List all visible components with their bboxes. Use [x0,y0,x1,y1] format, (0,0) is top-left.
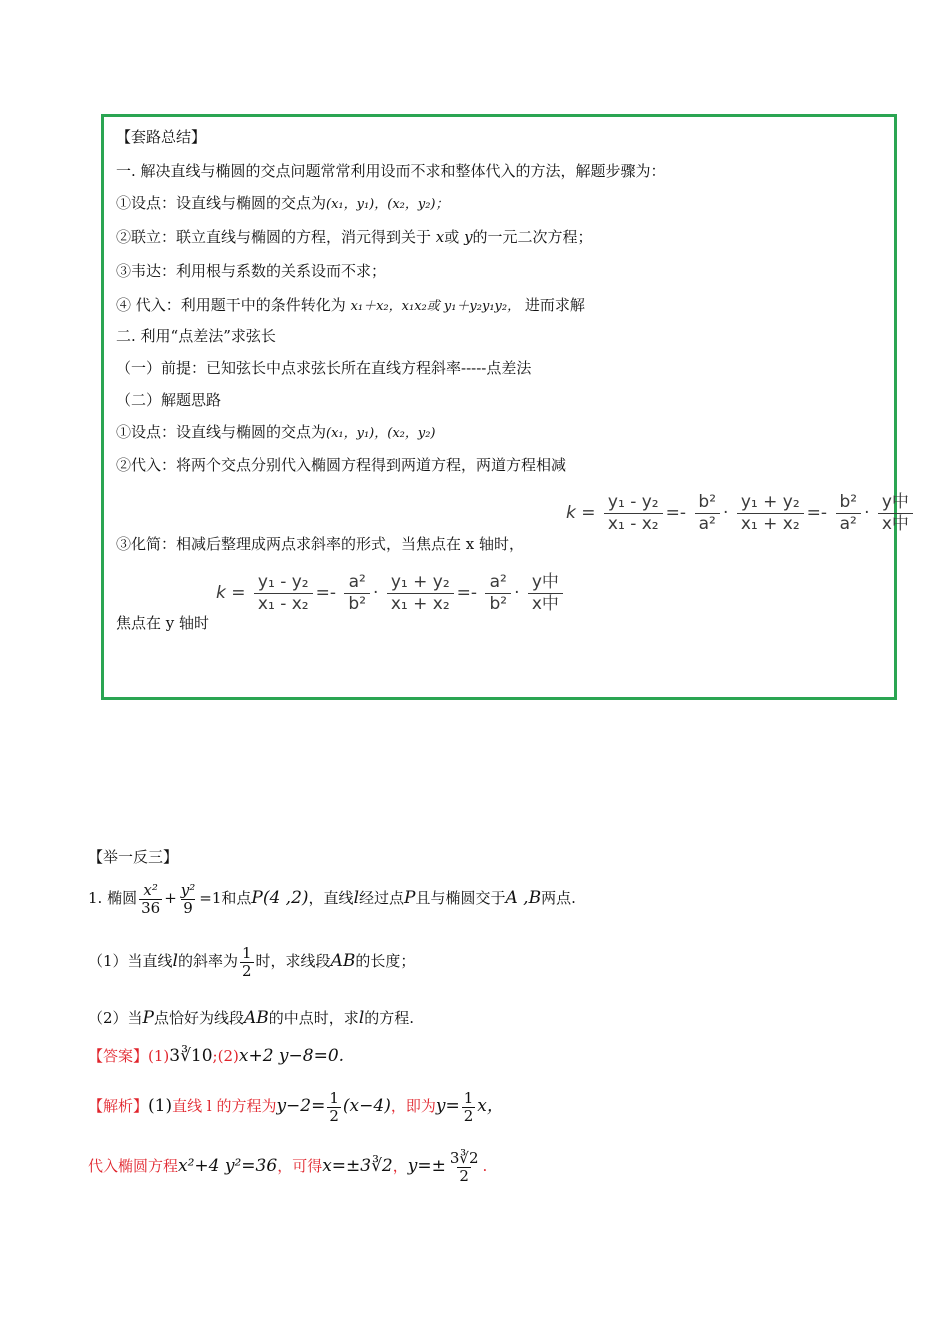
solution-line-2: 代入椭圆方程x²+4 y²=36，可得x=±3∛2，y=± $\frac{3∛2}{2}$ . [88,1149,488,1185]
summary-title: 【套路总结】 [116,128,207,146]
formula-x-frac-1: $\frac{\text{y₁ - y₂}}{\text{x₁ - x₂}}$ [604,492,663,534]
formula-y-frac-1: $\frac{\text{y₁ - y₂}}{\text{x₁ - x₂}}$ [254,572,313,614]
summary-line-3-suffix: 的一元二次方程； [472,228,593,246]
summary-line-9 [116,421,436,442]
summary-line-8: （二）解题思路 [116,391,222,409]
summary-line-12: 焦点在 y 轴时 [116,614,210,632]
slope-formula-x-axis: k = $\frac{\text{y₁ - y₂}}{\text{x₁ - x₂}}$ =- $\frac{\text{b²}}{\text{a²}}$ · $\frac{\text{y₁ + y₂}}{\text{x₁ + x₂}}$ =- $\frac{\text{b²}}{\text{a²}}$ · $\frac{\text{y中}}{\text{x中}}$ [566,492,916,534]
summary-line-5-expr: x₁＋x₂，x₁x₂或 y₁＋y₂y₁y₂， [350,299,521,314]
formula-y-frac-2: $\frac{\text{a²}}{\text{b²}}$ [344,572,370,614]
summary-line-10: ②代入：将两个交点分别代入椭圆方程得到两道方程，两道方程相减 [116,456,567,474]
summary-line-3 [116,226,593,247]
summary-line-3-prefix: ②联立：联立直线与椭圆的方程，消元得到关于 [116,228,432,246]
question-1: 1. 椭圆 $\frac{\text{x²}}{36}$ + $\frac{\text{y²}}{9}$ =1和点P(4 ,2)，直线l经过点P且与椭圆交于A ,B两点. [88,881,576,917]
summary-line-3-x: x [435,228,445,246]
formula-x-frac-5: $\frac{\text{y中}}{\text{x中}}$ [878,492,913,534]
summary-line-5-prefix: ④ 代入：利用题干中的条件转化为 [116,296,346,314]
summary-line-2-text: ①设点：设直线与椭圆的交点为 [116,194,327,212]
summary-line-9-text: ①设点：设直线与椭圆的交点为 [116,423,327,441]
summary-line-6: 二. 利用“点差法”求弦长 [116,327,276,345]
summary-line-7: （一）前提：已知弦长中点求弦长所在直线方程斜率-----点差法 [116,359,532,377]
formula-x-frac-3: $\frac{\text{y₁ + y₂}}{\text{x₁ + x₂}}$ [737,492,804,534]
summary-line-2 [116,192,449,213]
answer-line: 【答案】(1)3∛10;(2)x+2 y−8=0. [88,1046,345,1066]
summary-line-3-y: y [464,228,473,246]
summary-line-2-points: (x₁，y₁)，(x₂，y₂)； [326,197,449,212]
example-heading: 【举一反三】 [88,848,179,866]
answer-tag: 【答案】 [88,1047,149,1065]
summary-line-5-suffix: 进而求解 [524,296,585,314]
formula-y-k: k [216,583,226,604]
solution-line-1: 【解析】(1)直线 l 的方程为y−2= $\frac{1}{2}$ (x−4)，即为y= $\frac{1}{2}$ x， [88,1089,504,1125]
summary-line-1: 一. 解决直线与椭圆的交点问题常常利用设而不求和整体代入的方法，解题步骤为： [116,162,666,180]
question-part-1: （1）当直线l的斜率为 $\frac{1}{2}$ 时，求线段AB的长度； [88,944,416,980]
summary-line-5 [116,294,585,315]
formula-y-frac-3: $\frac{\text{y₁ + y₂}}{\text{x₁ + x₂}}$ [387,572,454,614]
summary-line-4: ③韦达：利用根与系数的关系设而不求； [116,262,387,280]
slope-formula-y-axis: k = $\frac{\text{y₁ - y₂}}{\text{x₁ - x₂}}$ =- $\frac{\text{a²}}{\text{b²}}$ · $\frac{\text{y₁ + y₂}}{\text{x₁ + x₂}}$ =- $\frac{\text{a²}}{\text{b²}}$ · $\frac{\text{y中}}{\text{x中}}$ [216,572,566,614]
summary-line-9-points: (x₁，y₁)，(x₂，y₂) [326,426,436,441]
solution-tag: 【解析】 [88,1097,149,1115]
formula-y-frac-4: $\frac{\text{a²}}{\text{b²}}$ [485,572,511,614]
summary-line-3-mid: 或 [444,228,460,246]
formula-x-frac-2: $\frac{\text{b²}}{\text{a²}}$ [694,492,720,534]
summary-line-11: ③化简：相减后整理成两点求斜率的形式，当焦点在 x 轴时， [116,535,524,553]
formula-y-frac-5: $\frac{\text{y中}}{\text{x中}}$ [528,572,563,614]
formula-x-frac-4: $\frac{\text{b²}}{\text{a²}}$ [835,492,861,534]
formula-x-k: k [566,503,576,524]
question-part-2: （2）当P点恰好为线段AB的中点时，求l的方程. [88,1008,415,1028]
